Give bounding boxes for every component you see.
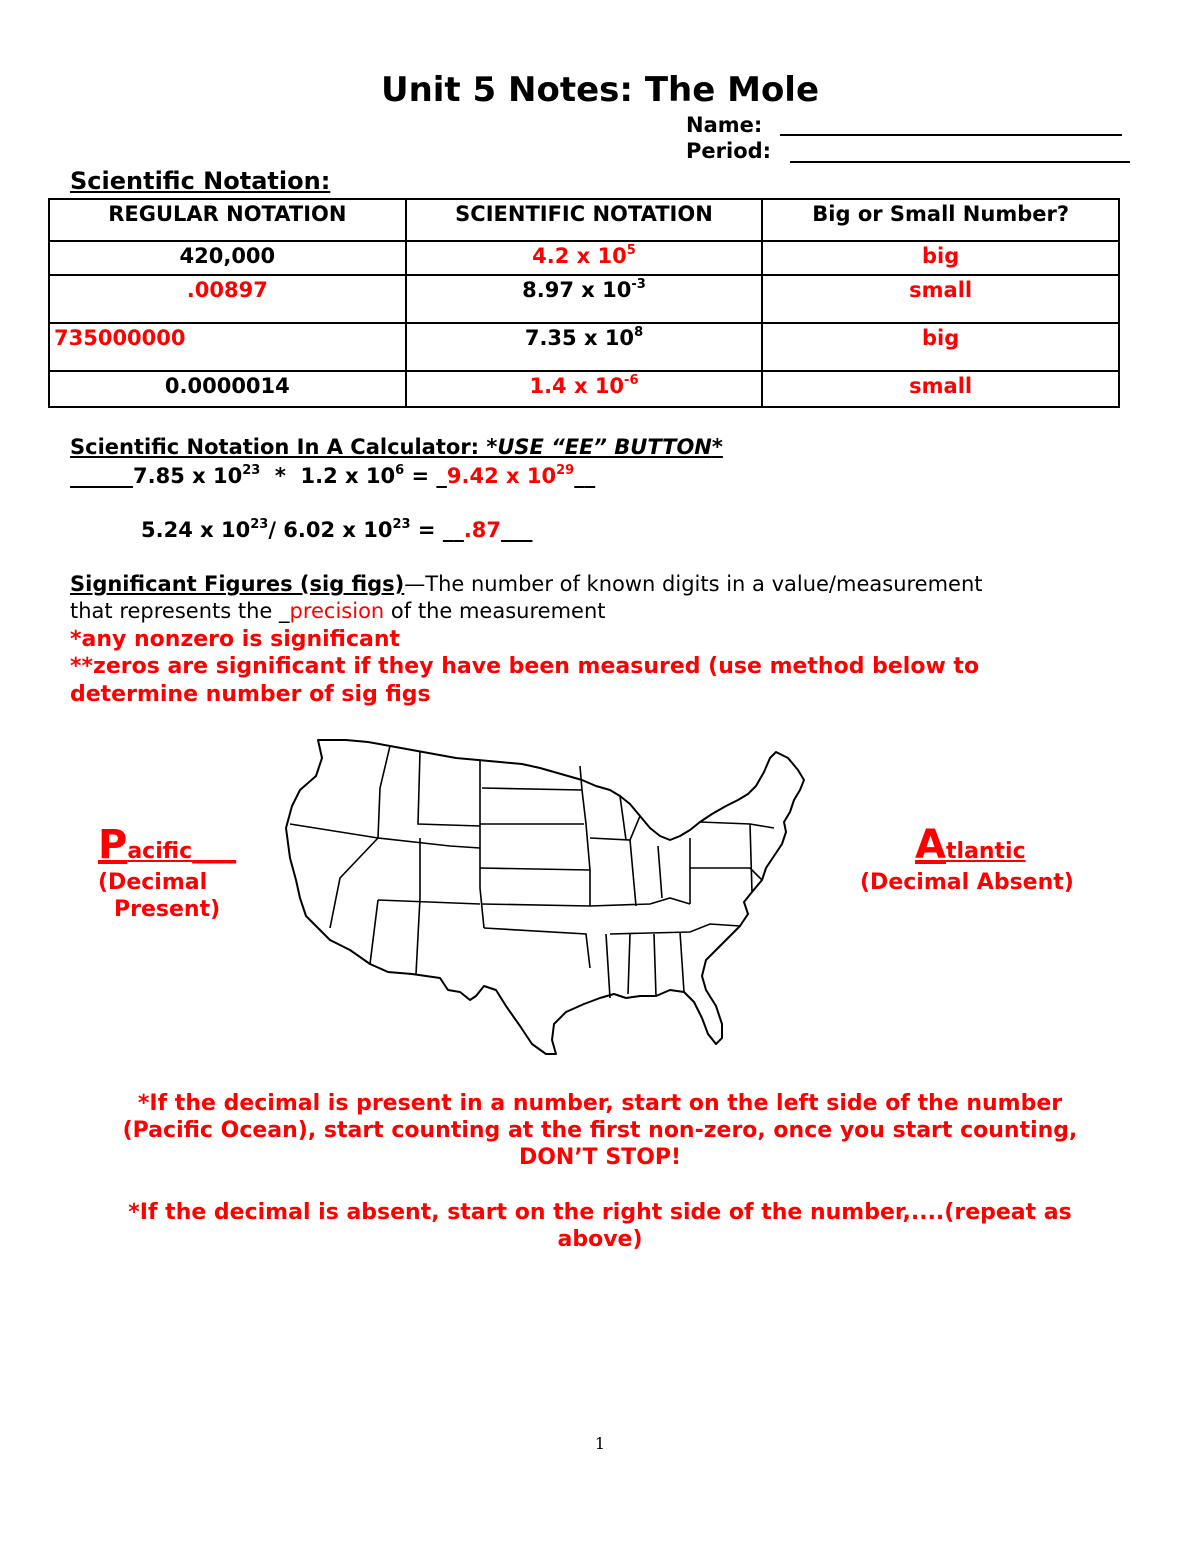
- sci-exponent: -3: [631, 277, 646, 292]
- table-row: [49, 241, 1119, 275]
- pacific-initial: P: [98, 822, 128, 868]
- blank: ______: [70, 464, 133, 488]
- decimal-present-rule-1: *If the decimal is present in a number, start on the left side of the number: [137, 1091, 1063, 1116]
- pacific-sub-2: Present): [114, 897, 221, 922]
- pacific-rest: acific: [127, 839, 193, 864]
- regular-cell: 420,000: [49, 241, 406, 275]
- size-cell: small: [762, 275, 1119, 323]
- pacific-label: [98, 822, 236, 868]
- scientific-cell: [406, 241, 763, 275]
- table-row: [49, 323, 1119, 371]
- sci-exponent: 5: [626, 243, 636, 258]
- definition-text: —The number of known digits in a value/measurement: [404, 572, 983, 596]
- period-field[interactable]: [790, 161, 1130, 163]
- regular-cell: 0.0000014: [49, 371, 406, 407]
- scientific-cell: [406, 371, 763, 407]
- us-outline: [286, 740, 804, 1054]
- period-label: Period:: [686, 139, 772, 163]
- sci-base: 4.2 x 10: [532, 244, 627, 268]
- operand: 6.02 x 10: [283, 518, 393, 542]
- exponent: 23: [392, 517, 411, 532]
- atlantic-sub: (Decimal Absent): [860, 870, 1074, 895]
- operand: 7.85 x 10: [133, 464, 243, 488]
- equals: = __: [410, 518, 464, 542]
- decimal-present-rule-3: DON’T STOP!: [518, 1145, 682, 1170]
- blank: __: [574, 464, 596, 488]
- sci-base: 1.4 x 10: [529, 374, 625, 398]
- pacific-blank: ____: [192, 839, 237, 864]
- pacific-sub-1: (Decimal: [98, 870, 208, 895]
- answer: 9.42 x 10: [446, 464, 557, 488]
- size-cell: small: [762, 371, 1119, 407]
- answer-exponent: 29: [556, 463, 575, 478]
- sig-figs-rule-2b: determine number of sig figs: [70, 682, 431, 707]
- scientific-notation-heading: Scientific Notation:: [70, 167, 331, 195]
- page-title: Unit 5 Notes: The Mole: [380, 70, 820, 110]
- answer: .87: [463, 518, 502, 542]
- operator: /: [268, 518, 284, 542]
- blank: ___: [501, 518, 533, 542]
- sci-base: 8.97 x 10: [522, 278, 632, 302]
- equals: = _: [404, 464, 447, 488]
- exponent: 6: [395, 463, 405, 478]
- table-header-row: [49, 199, 1119, 241]
- scientific-notation-table: [48, 198, 1120, 408]
- regular-cell: 735000000: [49, 323, 406, 371]
- size-cell: big: [762, 323, 1119, 371]
- operand: 1.2 x 10: [300, 464, 396, 488]
- sig-figs-definition-line-1: [70, 572, 983, 596]
- calculator-heading-end: *: [711, 435, 723, 459]
- sig-figs-rule-1: *any nonzero is significant: [70, 627, 401, 652]
- atlantic-initial: A: [915, 822, 946, 868]
- scientific-cell: [406, 275, 763, 323]
- scientific-cell: [406, 323, 763, 371]
- sci-exponent: -6: [624, 373, 639, 388]
- sci-exponent: 8: [634, 325, 644, 340]
- atlantic-rest: tlantic: [945, 839, 1026, 864]
- calculator-equation-2: [141, 518, 533, 542]
- sig-figs-definition-line-2: [70, 599, 606, 623]
- decimal-absent-rule-2: above): [557, 1227, 643, 1252]
- column-header: REGULAR NOTATION: [49, 199, 406, 241]
- decimal-present-rule-2: (Pacific Ocean), start counting at the first non-zero, once you start counting,: [122, 1118, 1078, 1143]
- us-map: [270, 728, 810, 1063]
- ee-button-note: USE “EE” BUTTON: [497, 435, 712, 459]
- atlantic-label: [915, 822, 1026, 868]
- exponent: 23: [250, 517, 269, 532]
- size-cell: big: [762, 241, 1119, 275]
- column-header: Big or Small Number?: [762, 199, 1119, 241]
- column-header: SCIENTIFIC NOTATION: [406, 199, 763, 241]
- name-label: Name:: [686, 113, 763, 137]
- definition-text: of the measurement: [384, 599, 606, 623]
- calculator-equation-1: [70, 464, 595, 488]
- regular-cell: .00897: [49, 275, 406, 323]
- decimal-absent-rule-1: *If the decimal is absent, start on the right side of the number,....(repeat as: [128, 1200, 1072, 1225]
- precision-answer: precision: [289, 599, 385, 623]
- operator: *: [260, 464, 301, 488]
- sig-figs-term: Significant Figures (sig figs): [70, 572, 405, 596]
- calculator-heading-text: Scientific Notation In A Calculator: *: [70, 435, 498, 459]
- definition-text: that represents the _: [70, 599, 290, 623]
- name-field[interactable]: [780, 134, 1122, 136]
- page-number: 1: [594, 1434, 606, 1453]
- sig-figs-rule-2a: **zeros are significant if they have been measured (use method below to: [70, 654, 980, 679]
- sci-base: 7.35 x 10: [524, 326, 635, 350]
- operand: 5.24 x 10: [141, 518, 251, 542]
- calculator-heading: [70, 435, 723, 459]
- table-row: [49, 371, 1119, 407]
- exponent: 23: [242, 463, 261, 478]
- table-row: [49, 275, 1119, 323]
